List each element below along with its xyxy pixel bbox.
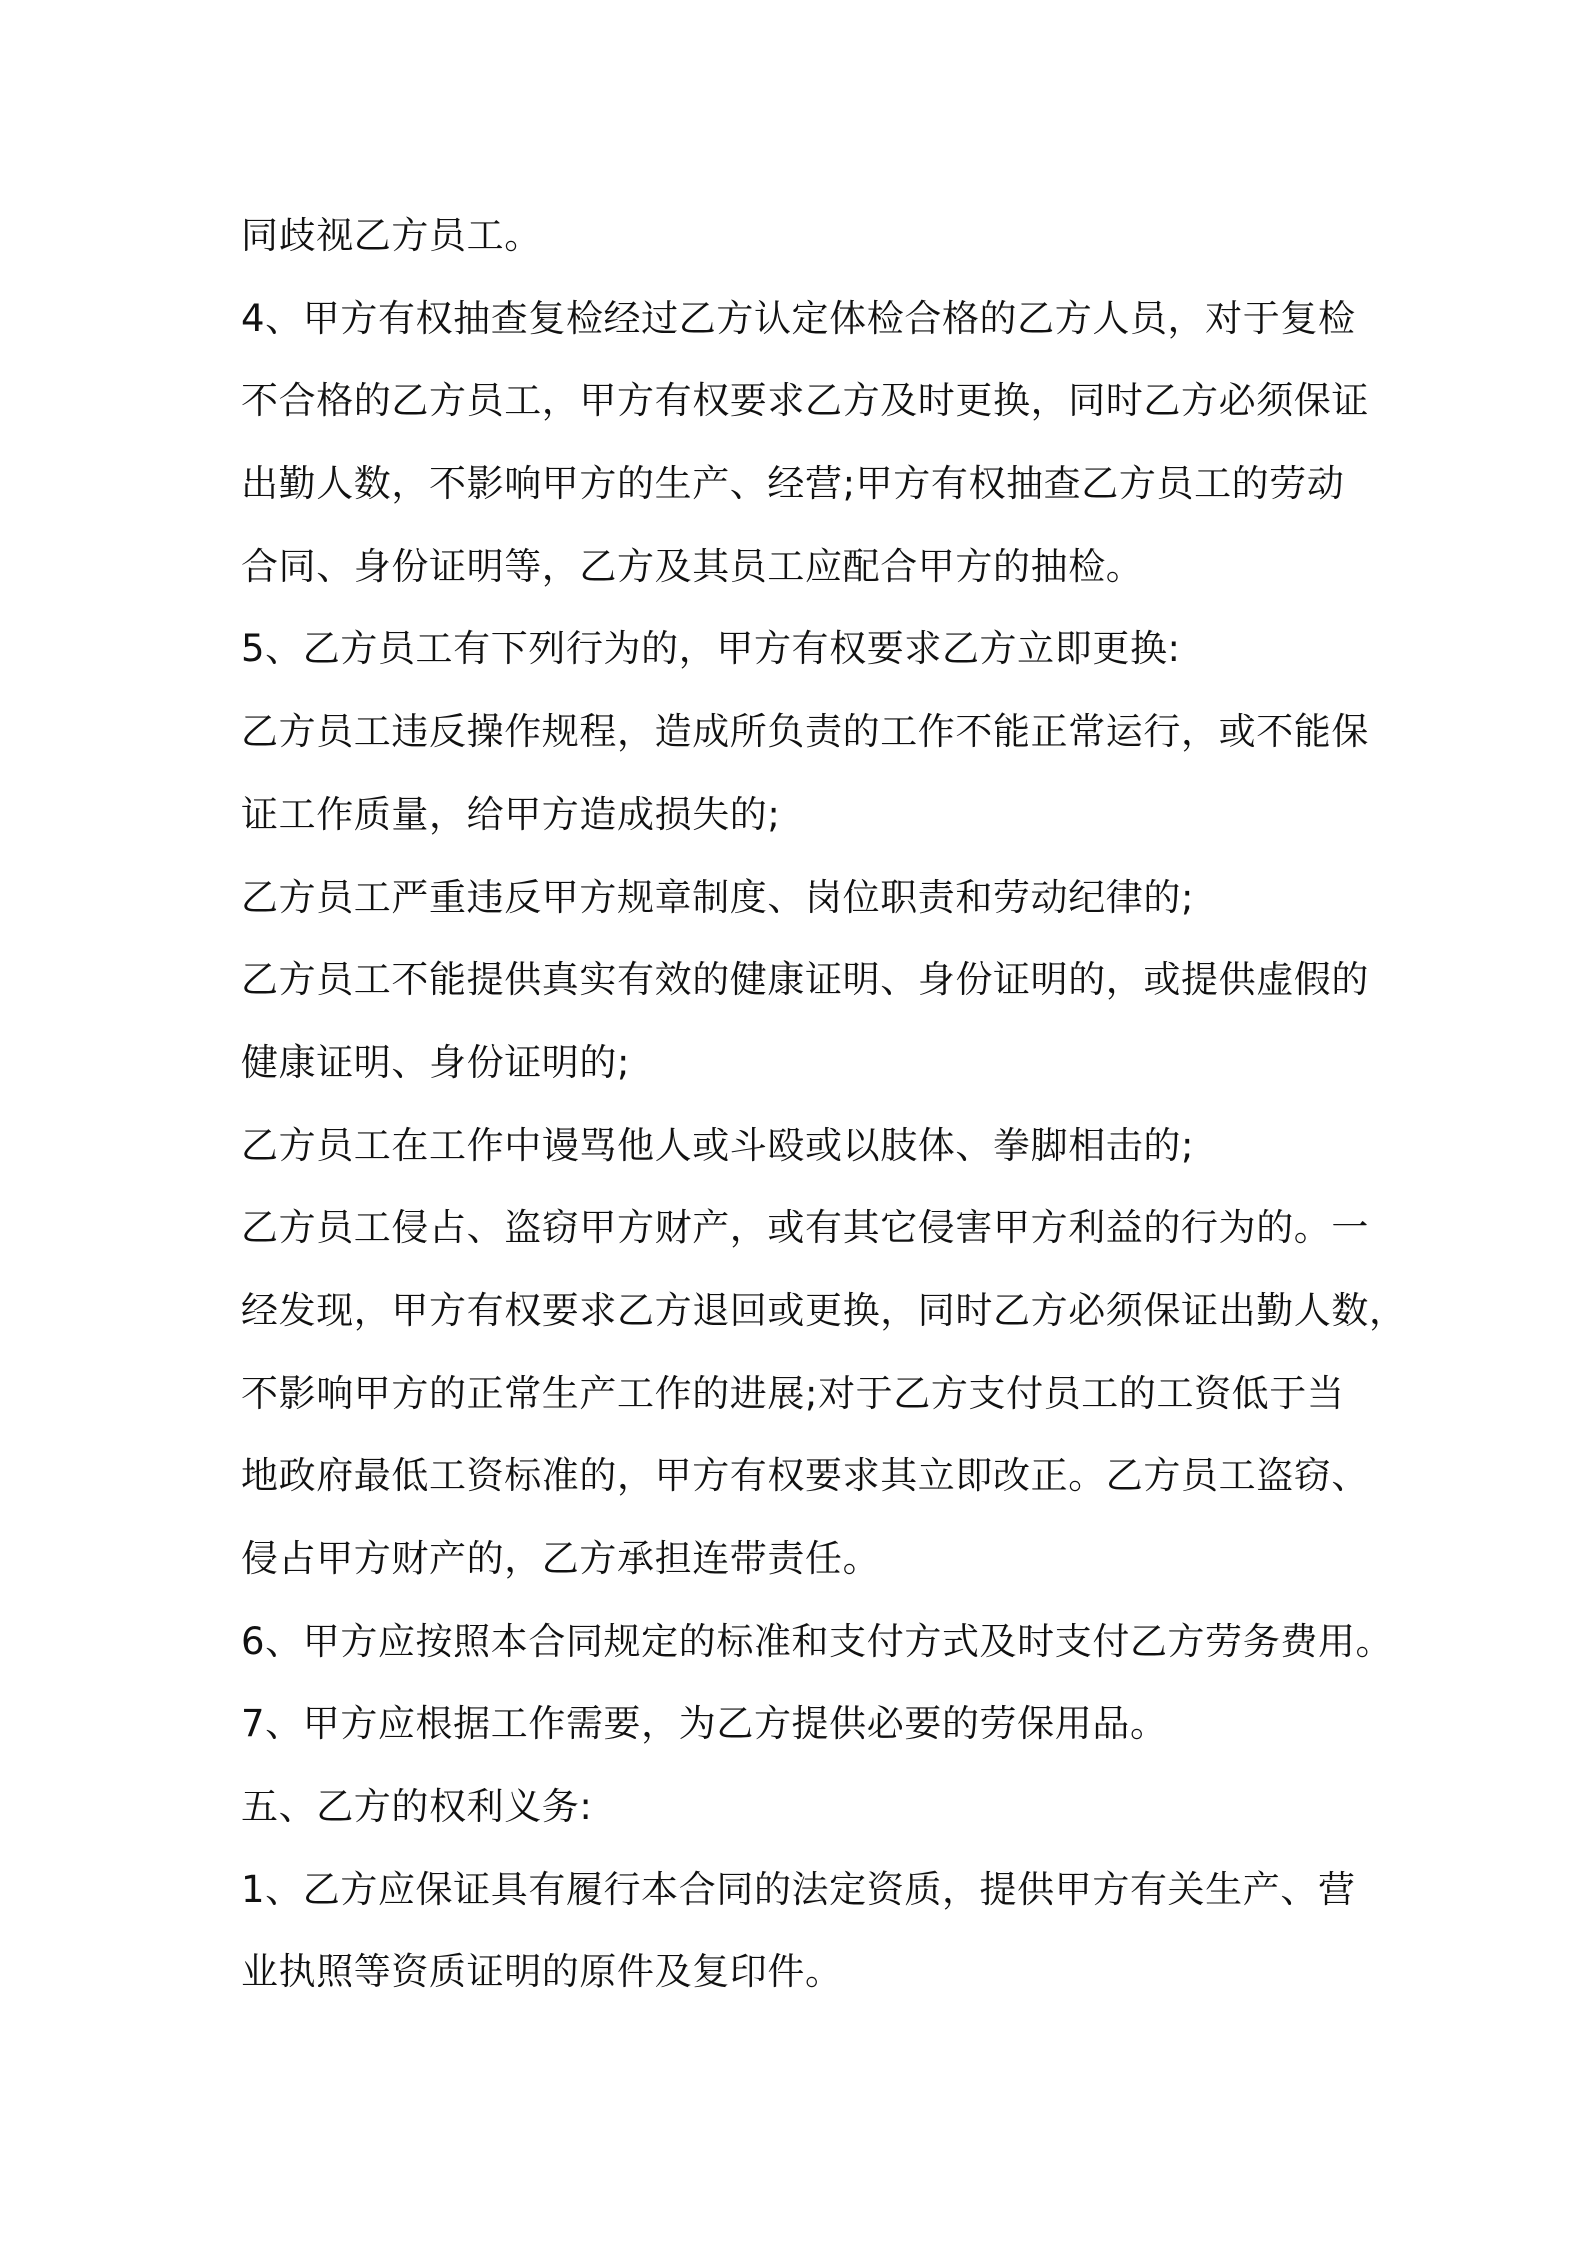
- text-line: 乙方员工严重违反甲方规章制度、岗位职责和劳动纪律的;: [241, 875, 1195, 919]
- text-line: 同歧视乙方员工。: [241, 214, 542, 257]
- text-line: 不影响甲方的正常生产工作的进展;对于乙方支付员工的工资低于当: [241, 1371, 1345, 1415]
- text-line: 健康证明、身份证明的;: [241, 1040, 631, 1084]
- text-line: 经发现，甲方有权要求乙方退回或更换，同时乙方必须保证出勤人数，: [241, 1288, 1407, 1332]
- text-line: 乙方员工不能提供真实有效的健康证明、身份证明的，或提供虚假的: [241, 958, 1369, 1002]
- text-line: 地政府最低工资标准的，甲方有权要求其立即改正。乙方员工盗窃、: [241, 1454, 1369, 1498]
- text-line: 不合格的乙方员工，甲方有权要求乙方及时更换，同时乙方必须保证: [241, 379, 1369, 423]
- text-line: 5、乙方员工有下列行为的，甲方有权要求乙方立即更换:: [241, 627, 1181, 671]
- text-line: 合同、身份证明等，乙方及其员工应配合甲方的抽检。: [241, 544, 1144, 588]
- text-line: 出勤人数，不影响甲方的生产、经营;甲方有权抽查乙方员工的劳动: [241, 462, 1345, 506]
- text-line: 五、乙方的权利义务:: [241, 1785, 593, 1829]
- text-line: 1、乙方应保证具有履行本合同的法定资质，提供甲方有关生产、营: [241, 1867, 1356, 1911]
- text-line: 证工作质量，给甲方造成损失的;: [241, 792, 781, 836]
- text-line: 乙方员工在工作中谩骂他人或斗殴或以肢体、拳脚相击的;: [241, 1123, 1195, 1167]
- text-line: 业执照等资质证明的原件及复印件。: [241, 1950, 843, 1994]
- text-line: 乙方员工违反操作规程，造成所负责的工作不能正常运行，或不能保: [241, 710, 1369, 754]
- text-line: 6、甲方应按照本合同规定的标准和支付方式及时支付乙方劳务费用。: [241, 1619, 1394, 1663]
- text-line: 侵占甲方财产的，乙方承担连带责任。: [241, 1537, 881, 1580]
- text-line: 4、甲方有权抽查复检经过乙方认定体检合格的乙方人员，对于复检: [241, 296, 1356, 340]
- text-line: 7、甲方应根据工作需要，为乙方提供必要的劳保用品。: [241, 1702, 1168, 1746]
- document-body: [241, 195, 1407, 2014]
- text-line: 乙方员工侵占、盗窃甲方财产，或有其它侵害甲方利益的行为的。一: [241, 1206, 1369, 1250]
